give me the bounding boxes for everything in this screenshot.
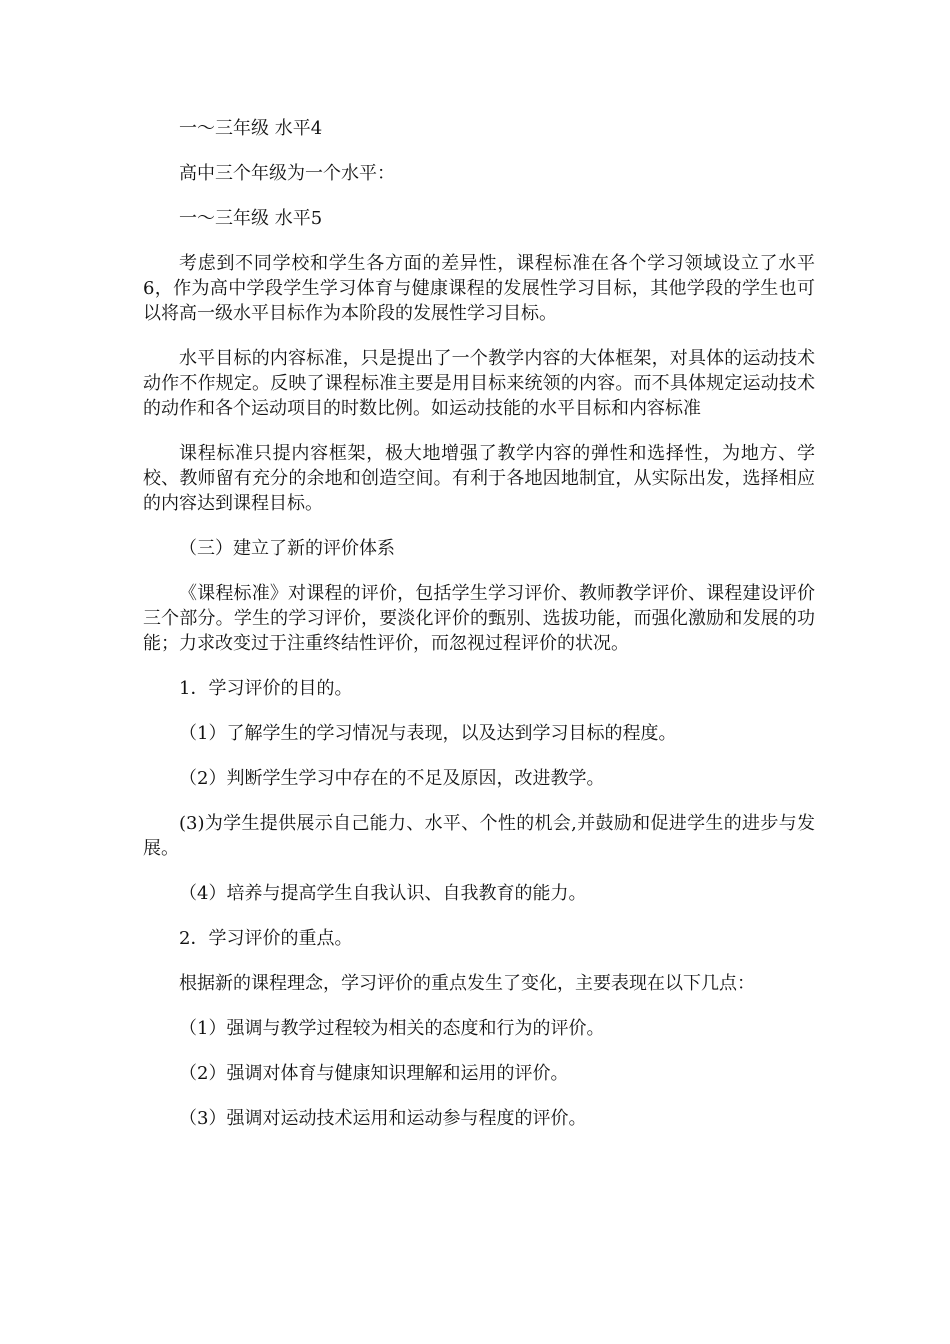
paragraph-high-school-level: 高中三个年级为一个水平：	[179, 163, 395, 184]
paragraph-evaluation-focus-intro: 根据新的课程理念，学习评价的重点发生了变化，主要表现在以下几点：	[179, 973, 755, 994]
paragraph-level-4: 一～三年级 水平4	[179, 118, 323, 139]
list-item-purpose-2: （2）判断学生学习中存在的不足及原因，改进教学。	[179, 768, 605, 789]
paragraph-level-6-note: 考虑到不同学校和学生各方面的差异性，课程标准在各个学习领域设立了水平6，作为高中学段学生学习体育与健康课程的发展性学习目标，其他学段的学生也可以将高一级水平目标作为本阶段的发展性学习目标。	[143, 253, 815, 324]
list-item-focus-1: （1）强调与教学过程较为相关的态度和行为的评价。	[179, 1018, 605, 1039]
paragraph-level-5: 一～三年级 水平5	[179, 208, 323, 229]
document-body	[143, 116, 815, 1151]
list-item-purpose-4: （4）培养与提高学生自我认识、自我教育的能力。	[179, 883, 587, 904]
paragraph-content-framework: 课程标准只提内容框架，极大地增强了教学内容的弹性和选择性，为地方、学校、教师留有充分的余地和创造空间。有利于各地因地制宜，从实际出发，选择相应的内容达到课程目标。	[143, 443, 815, 514]
list-item-purpose-3: (3)为学生提供展示自己能力、水平、个性的机会,并鼓励和促进学生的进步与发展。	[143, 813, 815, 859]
list-item-focus-3: （3）强调对运动技术运用和运动参与程度的评价。	[179, 1108, 587, 1129]
section-heading-evaluation-system: （三）建立了新的评价体系	[179, 538, 395, 559]
list-item-focus-2: （2）强调对体育与健康知识理解和运用的评价。	[179, 1063, 569, 1084]
paragraph-content-standard: 水平目标的内容标准，只是提出了一个教学内容的大体框架，对具体的运动技术动作不作规定。反映了课程标准主要是用目标来统领的内容。而不具体规定运动技术的动作和各个运动项目的时数比例。如运动技能的水平目标和内容标准	[143, 348, 815, 419]
heading-evaluation-purpose: 1．学习评价的目的。	[179, 678, 353, 699]
list-item-purpose-1: （1）了解学生的学习情况与表现，以及达到学习目标的程度。	[179, 723, 677, 744]
heading-evaluation-focus: 2．学习评价的重点。	[179, 928, 353, 949]
paragraph-curriculum-evaluation: 《课程标准》对课程的评价，包括学生学习评价、教师教学评价、课程建设评价三个部分。学生的学习评价，要淡化评价的甄别、选拔功能，而强化激励和发展的功能；力求改变过于注重终结性评价，而忽视过程评价的状况。	[143, 583, 815, 654]
